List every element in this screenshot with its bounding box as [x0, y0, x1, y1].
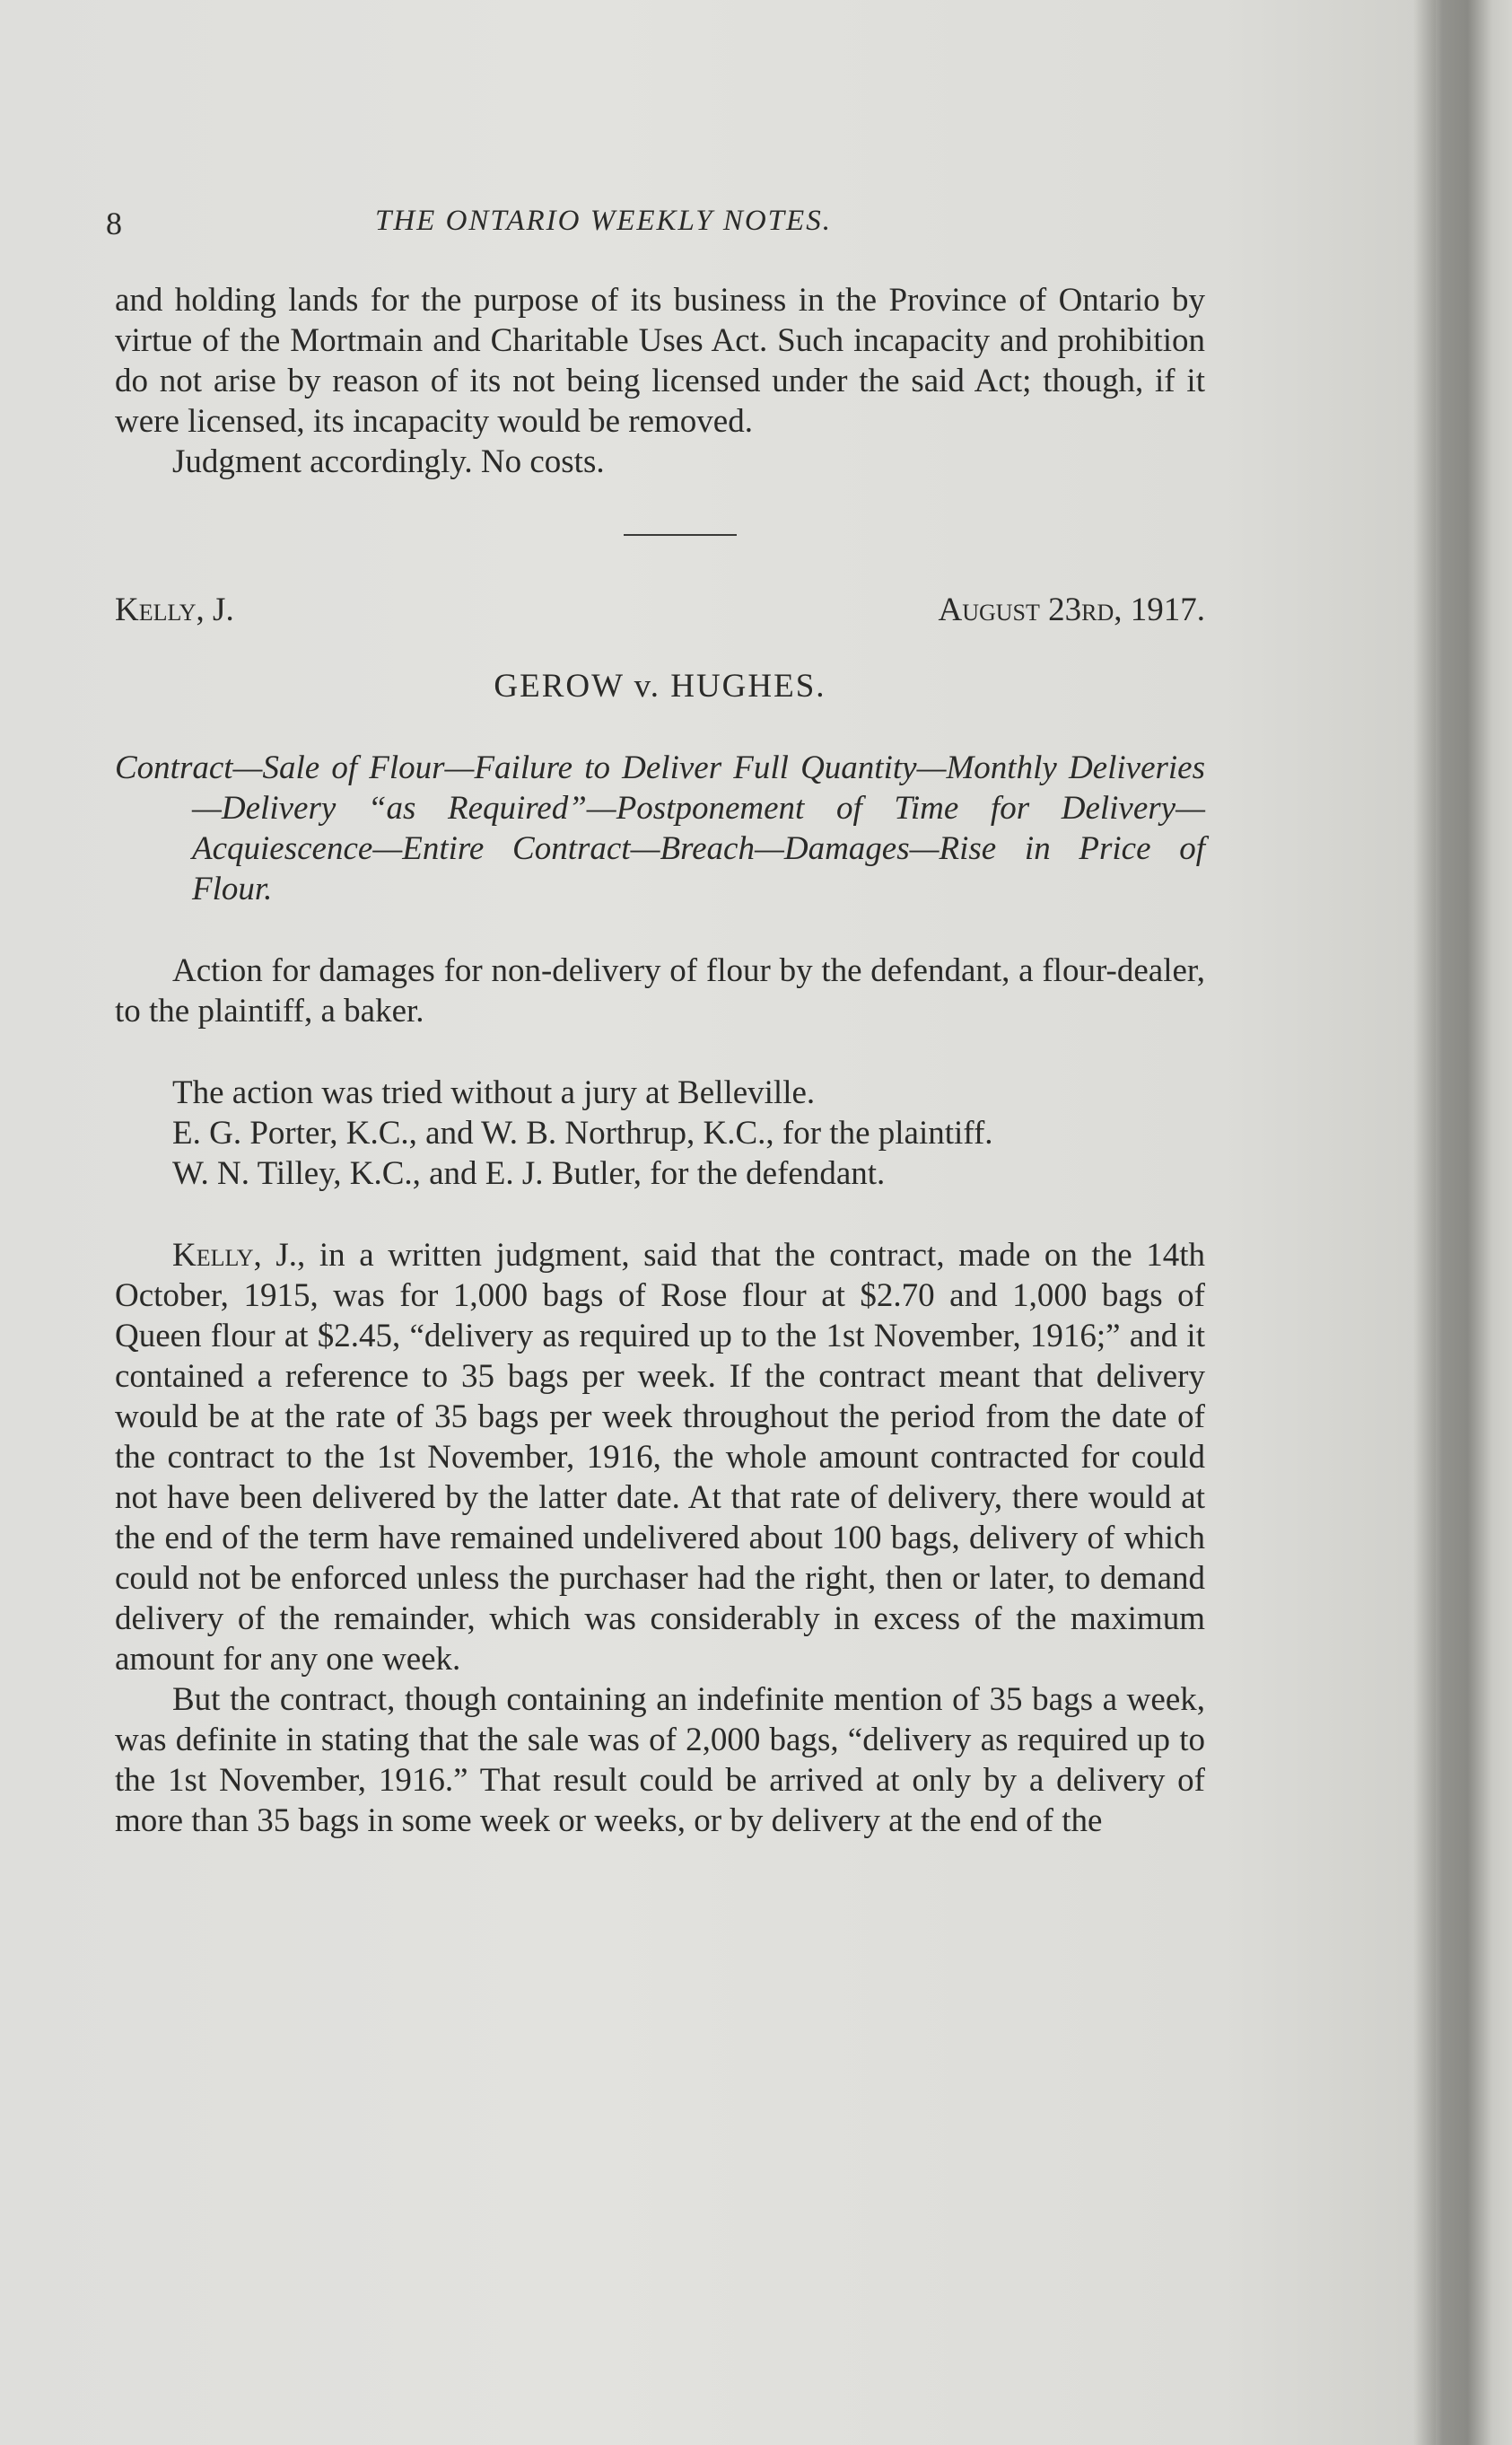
counsel-defendant: W. N. Tilley, K.C., and E. J. Butler, for the defendant.: [172, 1155, 886, 1192]
judge-name: Kelly, J.: [115, 592, 234, 628]
case-title: GEROW v. HUGHES.: [494, 668, 826, 705]
case-byline: [115, 590, 1205, 630]
decision-date: August 23rd, 1917.: [938, 592, 1205, 628]
running-header: [106, 205, 1201, 250]
judgment-judge-name: Kelly, J.: [172, 1237, 298, 1274]
trial-venue: The action was tried without a jury at Belleville.: [172, 1074, 816, 1111]
judgment-paragraph-1-text: , in a written judgment, said that the contract, made on the 14th October, 1915, was for 1,000 bags of Rose flour at $2.70 and 1,000 bags of Queen flour at $2.45, “delivery as required up to the 1st November, 1916;” and it contained a reference to 35 bags per week. If the contract meant that delivery would be at the rate of 35 bags per week throughout the period from the date of the contract to the 1st November, 1916, the whole amount contracted for could not have been delivered by the latter date. At that rate of delivery, there would at the end of the term have remained undelivered about 100 bags, delivery of which could not be enforced unless the purchaser had the right, then or later, to demand delivery of the remainder, which was considerably in excess of the maximum amount for any one week.: [115, 1237, 1205, 1678]
section-divider: [624, 534, 737, 536]
page-gutter-shadow: [1413, 0, 1512, 2445]
trial-details: [115, 1073, 1205, 1194]
page-body: [115, 280, 1205, 1841]
headnote: Contract—Sale of Flour—Failure to Deliver Full Quantity—Monthly Deliveries—Delivery “as Required”—Postponement of Time for Delivery—Acquiescence—Entire Contract—Breach—Damages—Rise in Price of Flour.: [115, 749, 1205, 907]
journal-title: THE ONTARIO WEEKLY NOTES.: [375, 205, 832, 237]
carryover-paragraph: and holding lands for the purpose of its business in the Province of Ontario by virtue of the Mortmain and Charitable Uses Act. Such incapacity and prohibition do not arise by reason of its not being licensed under the said Act; though, if it were licensed, its incapacity would be removed.: [115, 282, 1205, 440]
page-number: 8: [106, 206, 122, 241]
counsel-plaintiff: E. G. Porter, K.C., and W. B. Northrup, K.C., for the plaintiff.: [172, 1115, 993, 1152]
judgment-paragraph-1: [115, 1235, 1205, 1679]
action-summary: Action for damages for non-delivery of flour by the defendant, a flour-dealer, to the plaintiff, a baker.: [115, 952, 1205, 1030]
judgment-line: Judgment accordingly. No costs.: [172, 443, 605, 480]
judgment-paragraph-2: But the contract, though containing an indefinite mention of 35 bags a week, was definite in stating that the sale was of 2,000 bags, “delivery as required up to the 1st November, 1916.” That result could be arrived at only by a delivery of more than 35 bags in some week or weeks, or by delivery at the end of the: [115, 1681, 1205, 1839]
